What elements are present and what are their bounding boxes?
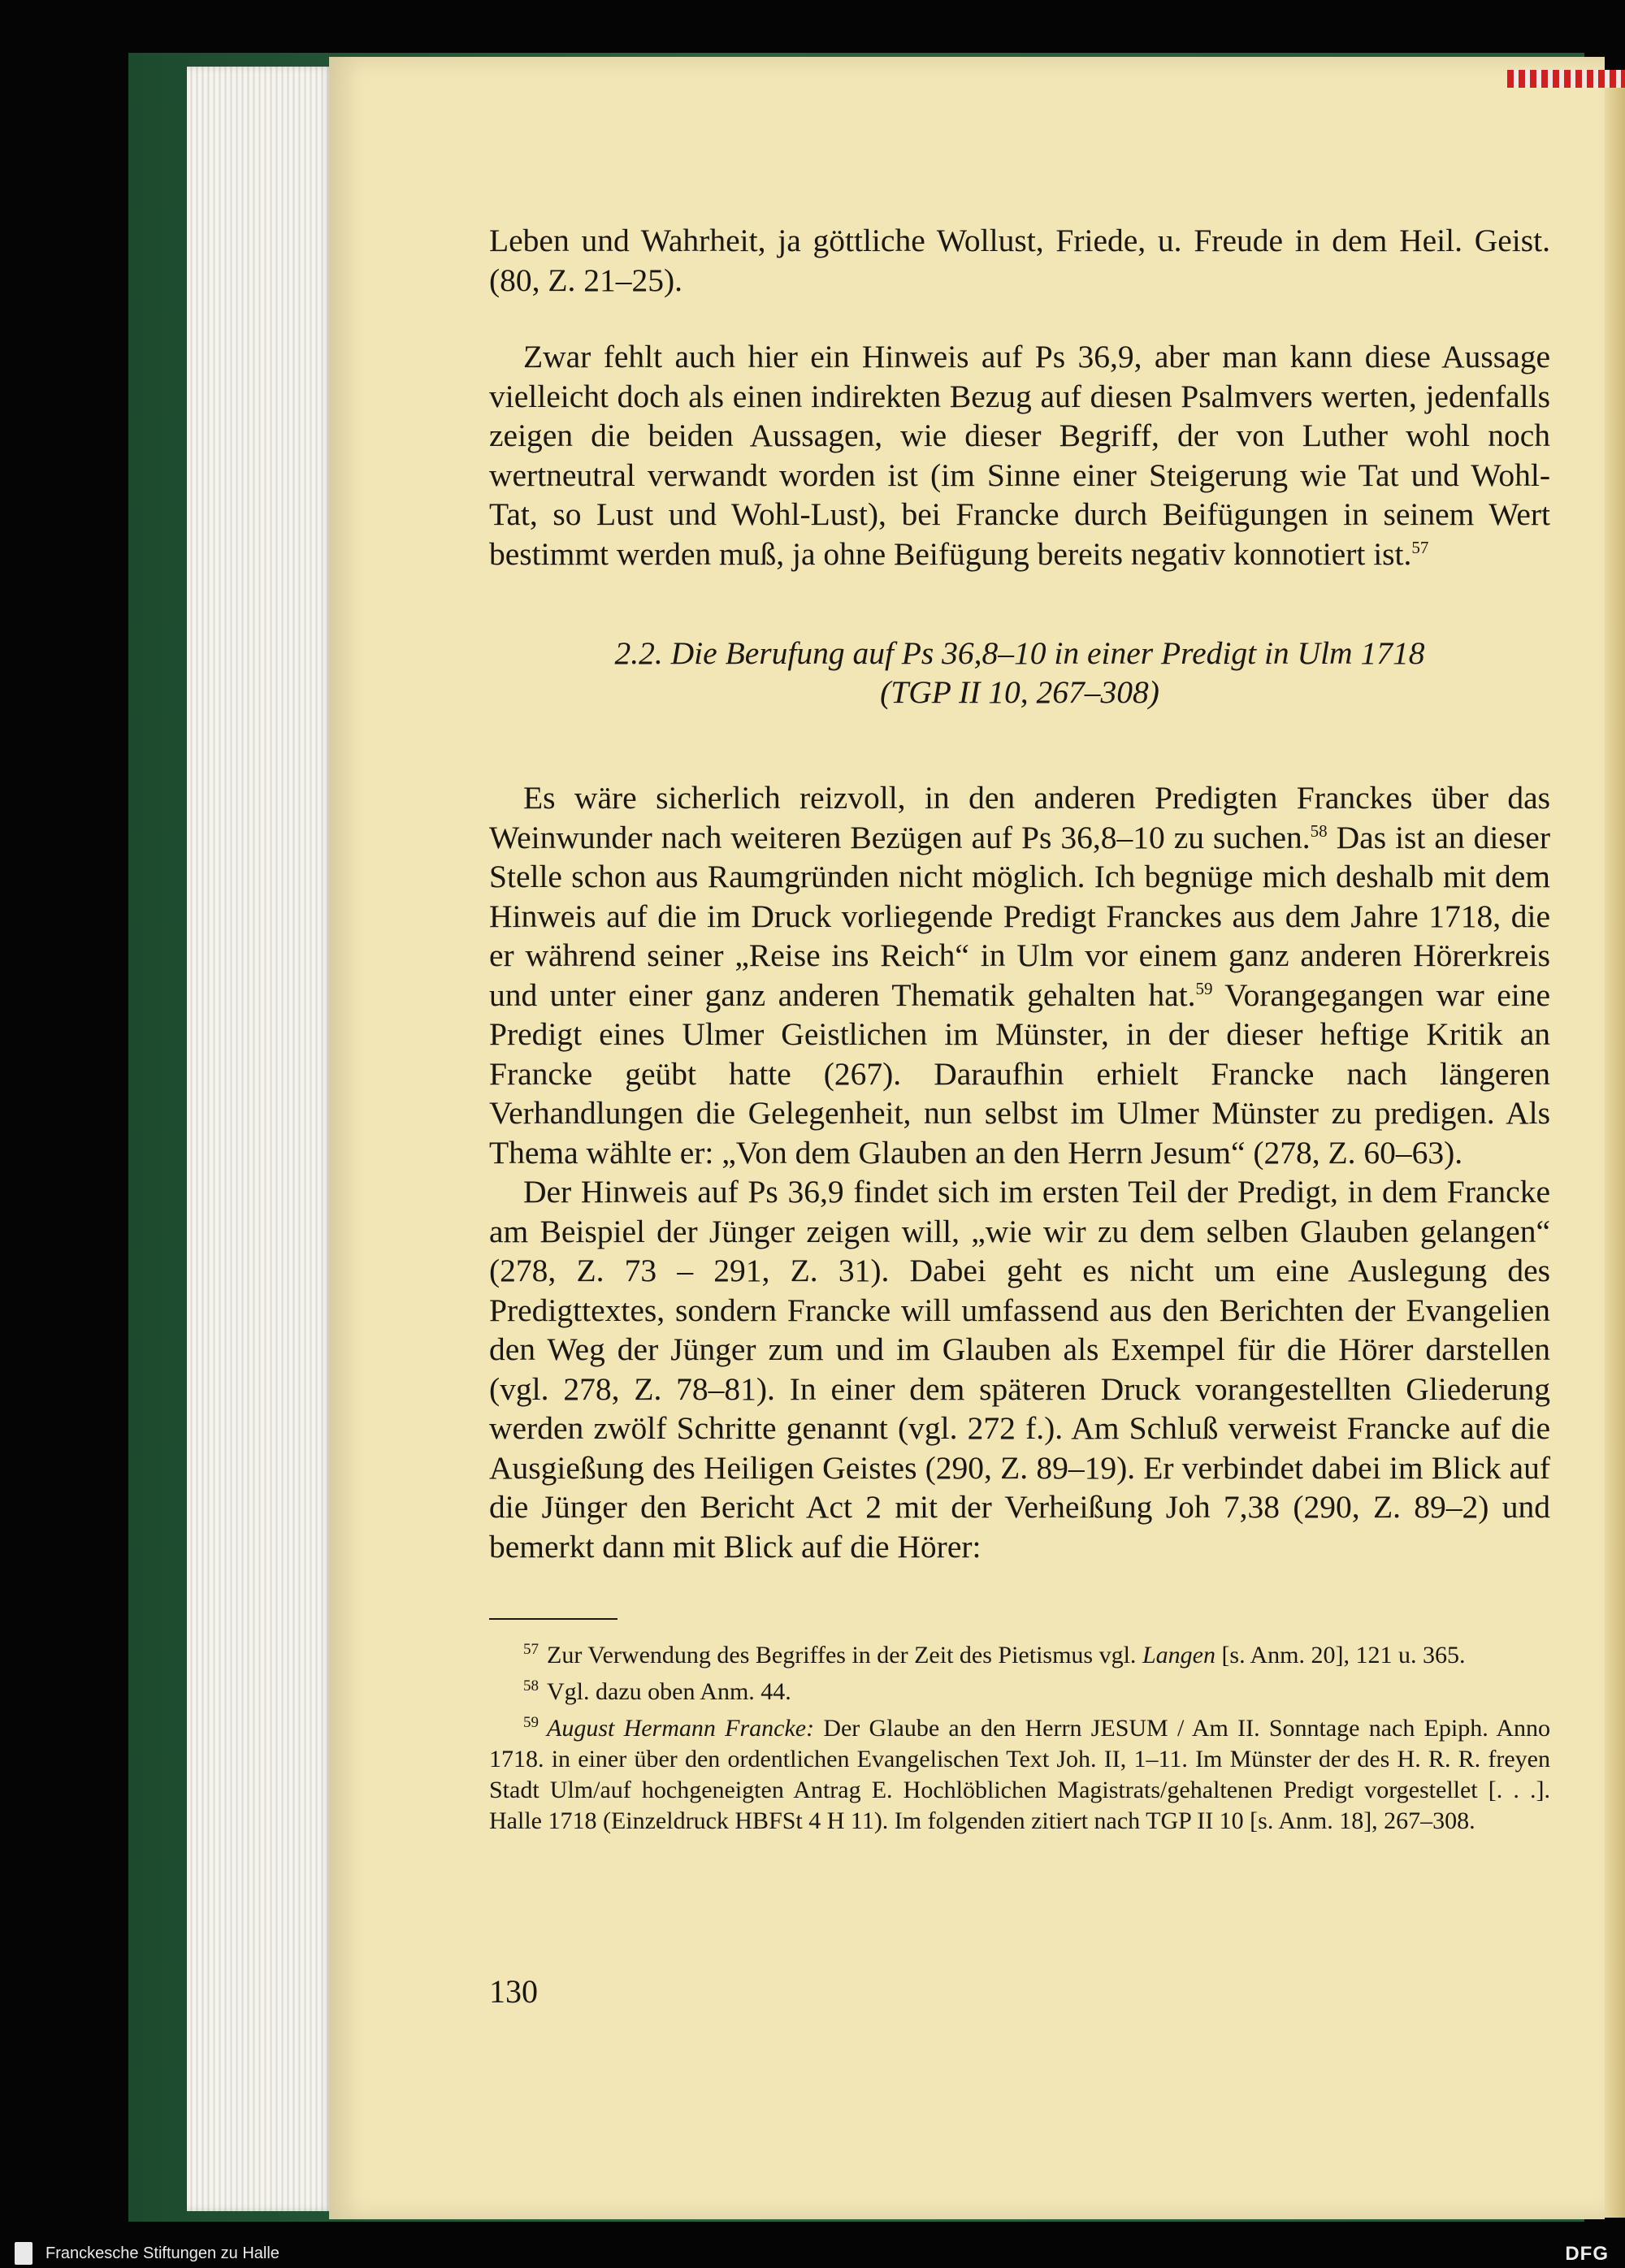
page-number: 130: [489, 1973, 538, 2010]
headband: [1507, 70, 1625, 88]
footnote-58: $^{58}$ Vgl. dazu oben Anm. 44.: [523, 1677, 791, 1705]
paragraph-3: Es wäre sicherlich reizvoll, in den anderen Predigten Franckes über das Weinwunder nach weiteren Bezügen auf Ps 36,8–10 zu suchen.$^{58}$ Das ist an dieser Stelle schon aus Raumgründen nicht möglich. Ich begnüge mich deshalb mit dem Hinweis auf die im Druck vorliegende Predigt Franckes aus dem Jahre 1718, die er während seiner „Reise ins Reich“ in Ulm vor einem ganz anderen Hörerkreis und unter einer ganz anderen Thematik gehalten hat.$^{59}$ Vorangegangen war eine Predigt eines Ulmer Geistlichen im Münster, in der dieser heftige Kritik an Francke geübt hatte (267). Daraufhin erhielt Francke nach längeren Verhandlungen die Gelegenheit, nun selbst im Ulmer Münster zu predigen. Als Thema wählte er: „Von dem Glauben an den Herrn Jesum“ (278, Z. 60–63).: [489, 780, 1550, 1171]
facing-page-edge: [1605, 73, 1625, 2218]
footnote-ref-58: 58: [1310, 820, 1328, 841]
paragraph-2: Zwar fehlt auch hier ein Hinweis auf Ps 36,9, aber man kann diese Aussage vielleicht doch als einen indirekten Bezug auf diesen Psalmvers werten, jedenfalls zeigen die beiden Aussagen, wie dieser Begriff, der von Luther wohl noch wertneutral verwandt worden ist (im Sinne einer Steigerung wie Tat und Wohl-Tat, so Lust und Wohl-Lust), bei Francke durch Beifügungen in seinem Wert bestimmt werden muß, ja ohne Beifügung bereits negativ konnotiert ist.$^{57}$: [489, 339, 1550, 572]
section-heading: [489, 634, 1550, 712]
institution-label: Franckesche Stiftungen zu Halle: [46, 2244, 280, 2262]
footnote-57: $^{57}$ Zur Verwendung des Begriffes in der Zeit des Pietismus vgl. Langen [s. Anm. 20], 121 u. 365.: [523, 1641, 1466, 1669]
dfg-logo: DFG: [1565, 2243, 1609, 2265]
footnotes: [489, 1634, 1550, 1837]
quote-ending: Leben und Wahrheit, ja göttliche Wollust, Friede, u. Freude in dem Heil. Geist. (80, Z. 21–25).: [489, 223, 1550, 298]
footnote-ref-59: 59: [1195, 978, 1213, 998]
page-text: [489, 221, 1550, 1837]
page-edges: [187, 67, 333, 2211]
section-heading-line-1: 2.2. Die Berufung auf Ps 36,8–10 in einer Predigt in Ulm 1718: [614, 635, 1425, 671]
footnote-separator: [489, 1618, 618, 1620]
viewer-footer: [0, 2240, 1625, 2268]
footnote-ref-57: 57: [1411, 537, 1429, 557]
institution-logo-icon: [15, 2242, 32, 2265]
footnote-59: $^{59}$ August Hermann Francke: Der Glaube an den Herrn JESUM / Am II. Sonntage nach Epiph. Anno 1718. in einer über den ordentlichen Evangelischen Text Joh. II, 1–11. Im Münster der des H. R. R. freyen Stadt Ulm/auf hochgeneigten Antrag E. Hochlöblichen Magistrats/gehaltenen Predigt vorgestellet [. . .]. Halle 1718 (Einzeldruck HBFSt 4 H 11). Im folgenden zitiert nach TGP II 10 [s. Anm. 18], 267–308.: [489, 1714, 1550, 1834]
paragraph-4: Der Hinweis auf Ps 36,9 findet sich im ersten Teil der Predigt, in dem Francke am Beispiel der Jünger zeigen will, „wie wir zu dem selben Glauben gelangen“ (278, Z. 73 – 291, Z. 31). Dabei geht es nicht um eine Auslegung des Predigttextes, sondern Francke will umfassend aus den Berichten der Evangelien den Weg der Jünger zum und im Glauben als Exempel für die Hörer darstellen (vgl. 278, Z. 78–81). In einer dem späteren Druck vorangestellten Gliederung werden zwölf Schritte genannt (vgl. 272 f.). Am Schluß verweist Francke auf die Ausgießung des Heiligen Geistes (290, Z. 89–19). Er verbindet dabei im Blick auf die Jünger den Bericht Act 2 mit der Verheißung Joh 7,38 (290, Z. 89–2) und bemerkt dann mit Blick auf die Hörer:: [489, 1174, 1550, 1565]
section-heading-line-2: (TGP II 10, 267–308): [880, 674, 1159, 710]
